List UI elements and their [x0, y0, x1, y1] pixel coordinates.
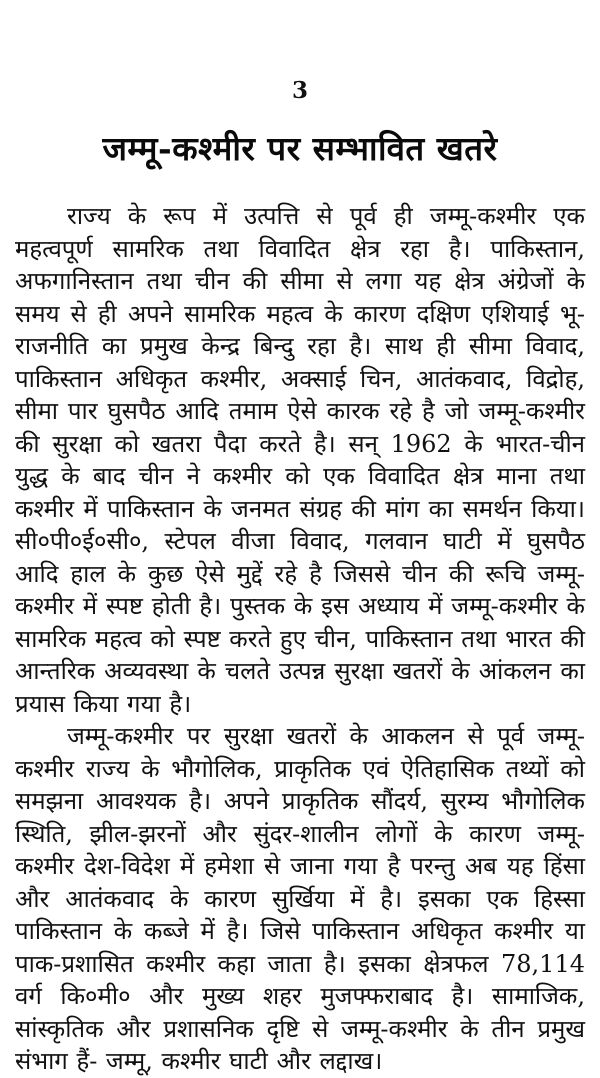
- paragraph-1: राज्य के रूप में उत्पत्ति से पूर्व ही जम्मू-कश्मीर एक महत्वपूर्ण सामरिक तथा विवादित क्षेत्र रहा है। पाकिस्तान, अफगानिस्तान तथा चीन की सीमा से लगा यह क्षेत्र अंग्रेजों के समय से ही अपने सामरिक महत्व के कारण दक्षिण एशियाई भू-राजनीति का प्रमुख केन्द्र बिन्दु रहा है। साथ ही सीमा विवाद, पाकिस्तान अधिकृत कश्मीर, अक्साई चिन, आतंकवाद, विद्रोह, सीमा पार घुसपैठ आदि तमाम ऐसे कारक रहे है जो जम्मू-कश्मीर की सुरक्षा को खतरा पैदा करते है। सन् 1962 के भारत-चीन युद्ध के बाद चीन ने कश्मीर को एक विवादित क्षेत्र माना तथा कश्मीर में पाकिस्तान के जनमत संग्रह की मांग का समर्थन किया। सी०पी०ई०सी०, स्टेपल वीजा विवाद, गलवान घाटी में घुसपैठ आदि हाल के कुछ ऐसे मुद्दें रहे है जिससे चीन की रूचि जम्मू-कश्मीर में स्पष्ट होती है। पुस्तक के इस अध्याय में जम्मू-कश्मीर के सामरिक महत्व को स्पष्ट करते हुए चीन, पाकिस्तान तथा भारत की आन्तरिक अव्यवस्था के चलते उत्पन्न सुरक्षा खतरों के आंकलन का प्रयास किया गया है।: [15, 202, 585, 718]
- body-text: [15, 200, 585, 1078]
- page-number: 3: [291, 77, 308, 104]
- chapter-title: जम्मू-कश्मीर पर सम्भावित खतरे: [102, 129, 498, 168]
- paragraph-2: जम्मू-कश्मीर पर सुरक्षा खतरों के आकलन से पूर्व जम्मू-कश्मीर राज्य के भौगोलिक, प्राकृतिक एवं ऐतिहासिक तथ्यों को समझना आवश्यक है। अपने प्राकृतिक सौंदर्य, सुरम्य भौगोलिक स्थिति, झील-झरनों और सुंदर-शालीन लोगों के कारण जम्मू-कश्मीर देश-विदेश में हमेशा से जाना गया है परन्तु अब यह हिंसा और आतंकवाद के कारण सुर्खिया में है। इसका एक हिस्सा पाकिस्तान के कब्जे में है। जिसे पाकिस्तान अधिकृत कश्मीर या पाक-प्रशासित कश्मीर कहा जाता है। इसका क्षेत्रफल 78,114 वर्ग कि०मी० और मुख्य शहर मुजफ्फराबाद है। सामाजिक, सांस्कृतिक और प्रशासनिक दृष्टि से जम्मू-कश्मीर के तीन प्रमुख संभाग हैं- जम्मू, कश्मीर घाटी और लद्दाख।: [15, 722, 585, 1075]
